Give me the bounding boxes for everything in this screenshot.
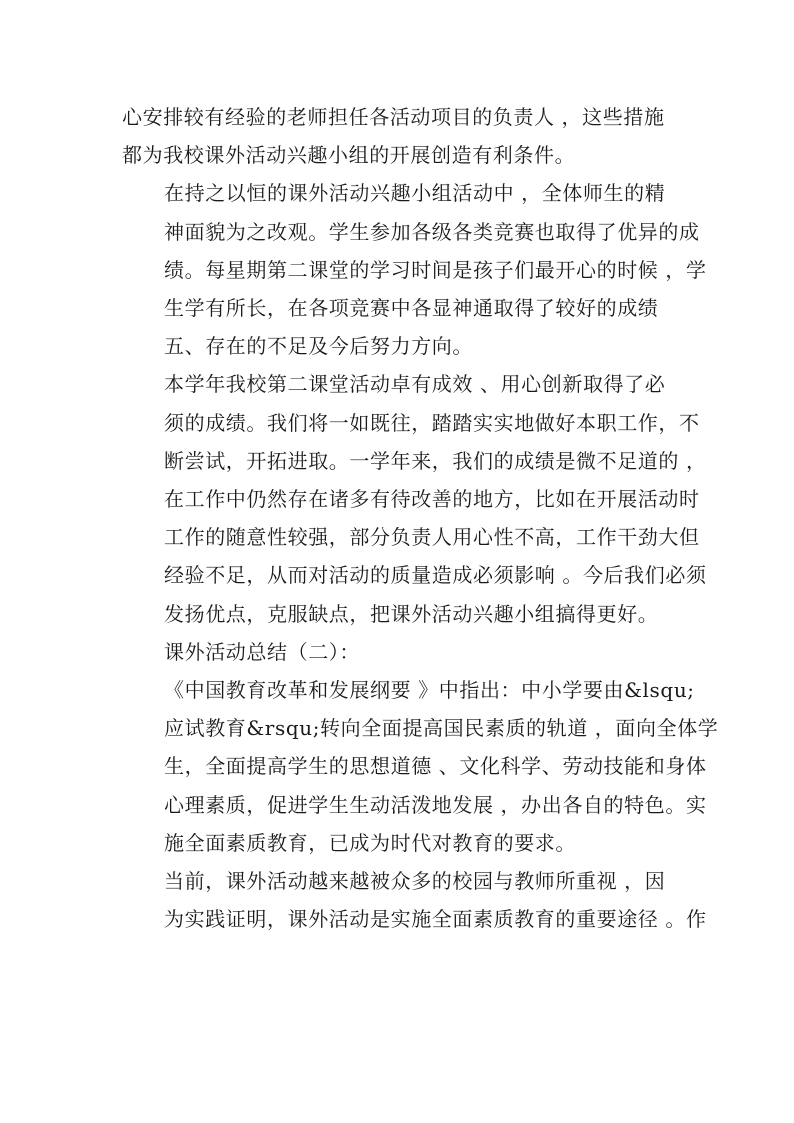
paragraph-2 xyxy=(122,174,707,327)
text-line: 《中国教育改革和发展纲要 》中指出：中小学要由&lsqu; xyxy=(164,678,695,703)
text-line: 课外活动总结（二）： xyxy=(164,639,360,664)
text-line: 生学有所长，在各项竞赛中各显神通取得了较好的成绩 xyxy=(164,296,659,321)
text-line: 断尝试，开拓进取。一学年来，我们的成绩是微不足道的 ， xyxy=(164,448,707,473)
paragraph-3 xyxy=(122,365,707,632)
text-line: 生，全面提高学生的思想道德 、文化科学、劳动技能和身体 xyxy=(164,754,707,779)
text-line: 须的成绩。我们将一如既往，踏踏实实地做好本职工作，不 xyxy=(164,410,700,435)
text-line: 发扬优点，克服缺点，把课外活动兴趣小组搞得更好。 xyxy=(164,601,659,626)
paragraph-4 xyxy=(122,671,719,862)
text-line: 经验不足，从而对活动的质量造成必须影响 。今后我们必须 xyxy=(164,563,707,588)
text-line: 当前，课外活动越来越被众多的校园与教师所重视 ，因 xyxy=(164,869,666,894)
text-line: 神面貌为之改观。学生参加各级各类竞赛也取得了优异的成 xyxy=(164,219,700,244)
document-body xyxy=(122,98,719,938)
text-line: 绩。每星期第二课堂的学习时间是孩子们最开心的时候 ，学 xyxy=(164,257,707,282)
text-line: 五、存在的不足及今后努力方向。 xyxy=(164,334,473,359)
paragraph-1 xyxy=(122,98,678,174)
text-line: 在持之以恒的课外活动兴趣小组活动中 ，全体师生的精 xyxy=(164,181,666,206)
text-line: 应试教育&rsqu;转向全面提高国民素质的轨道 ，面向全体学 xyxy=(164,716,719,741)
text-line: 施全面素质教育，已成为时代对教育的要求。 xyxy=(164,830,576,855)
text-line: 都为我校课外活动兴趣小组的开展创造有利条件。 xyxy=(122,143,576,168)
section-heading-summary-2 xyxy=(122,633,678,671)
text-line: 为实践证明，课外活动是实施全面素质教育的重要途径 。作 xyxy=(164,907,707,932)
text-line: 心安排较有经验的老师担任各活动项目的负责人 ，这些措施 xyxy=(122,105,665,129)
section-heading-5 xyxy=(122,327,678,365)
text-line: 工作的随意性较强，部分负责人用心性不高，工作干劲大但 xyxy=(164,525,700,550)
text-line: 在工作中仍然存在诸多有待改善的地方，比如在开展活动时 xyxy=(164,487,700,512)
text-line: 心理素质，促进学生生动活泼地发展 ，办出各自的特色。实 xyxy=(164,792,707,817)
paragraph-5 xyxy=(122,862,707,938)
text-line: 本学年我校第二课堂活动卓有成效 、用心创新取得了必 xyxy=(164,372,666,397)
